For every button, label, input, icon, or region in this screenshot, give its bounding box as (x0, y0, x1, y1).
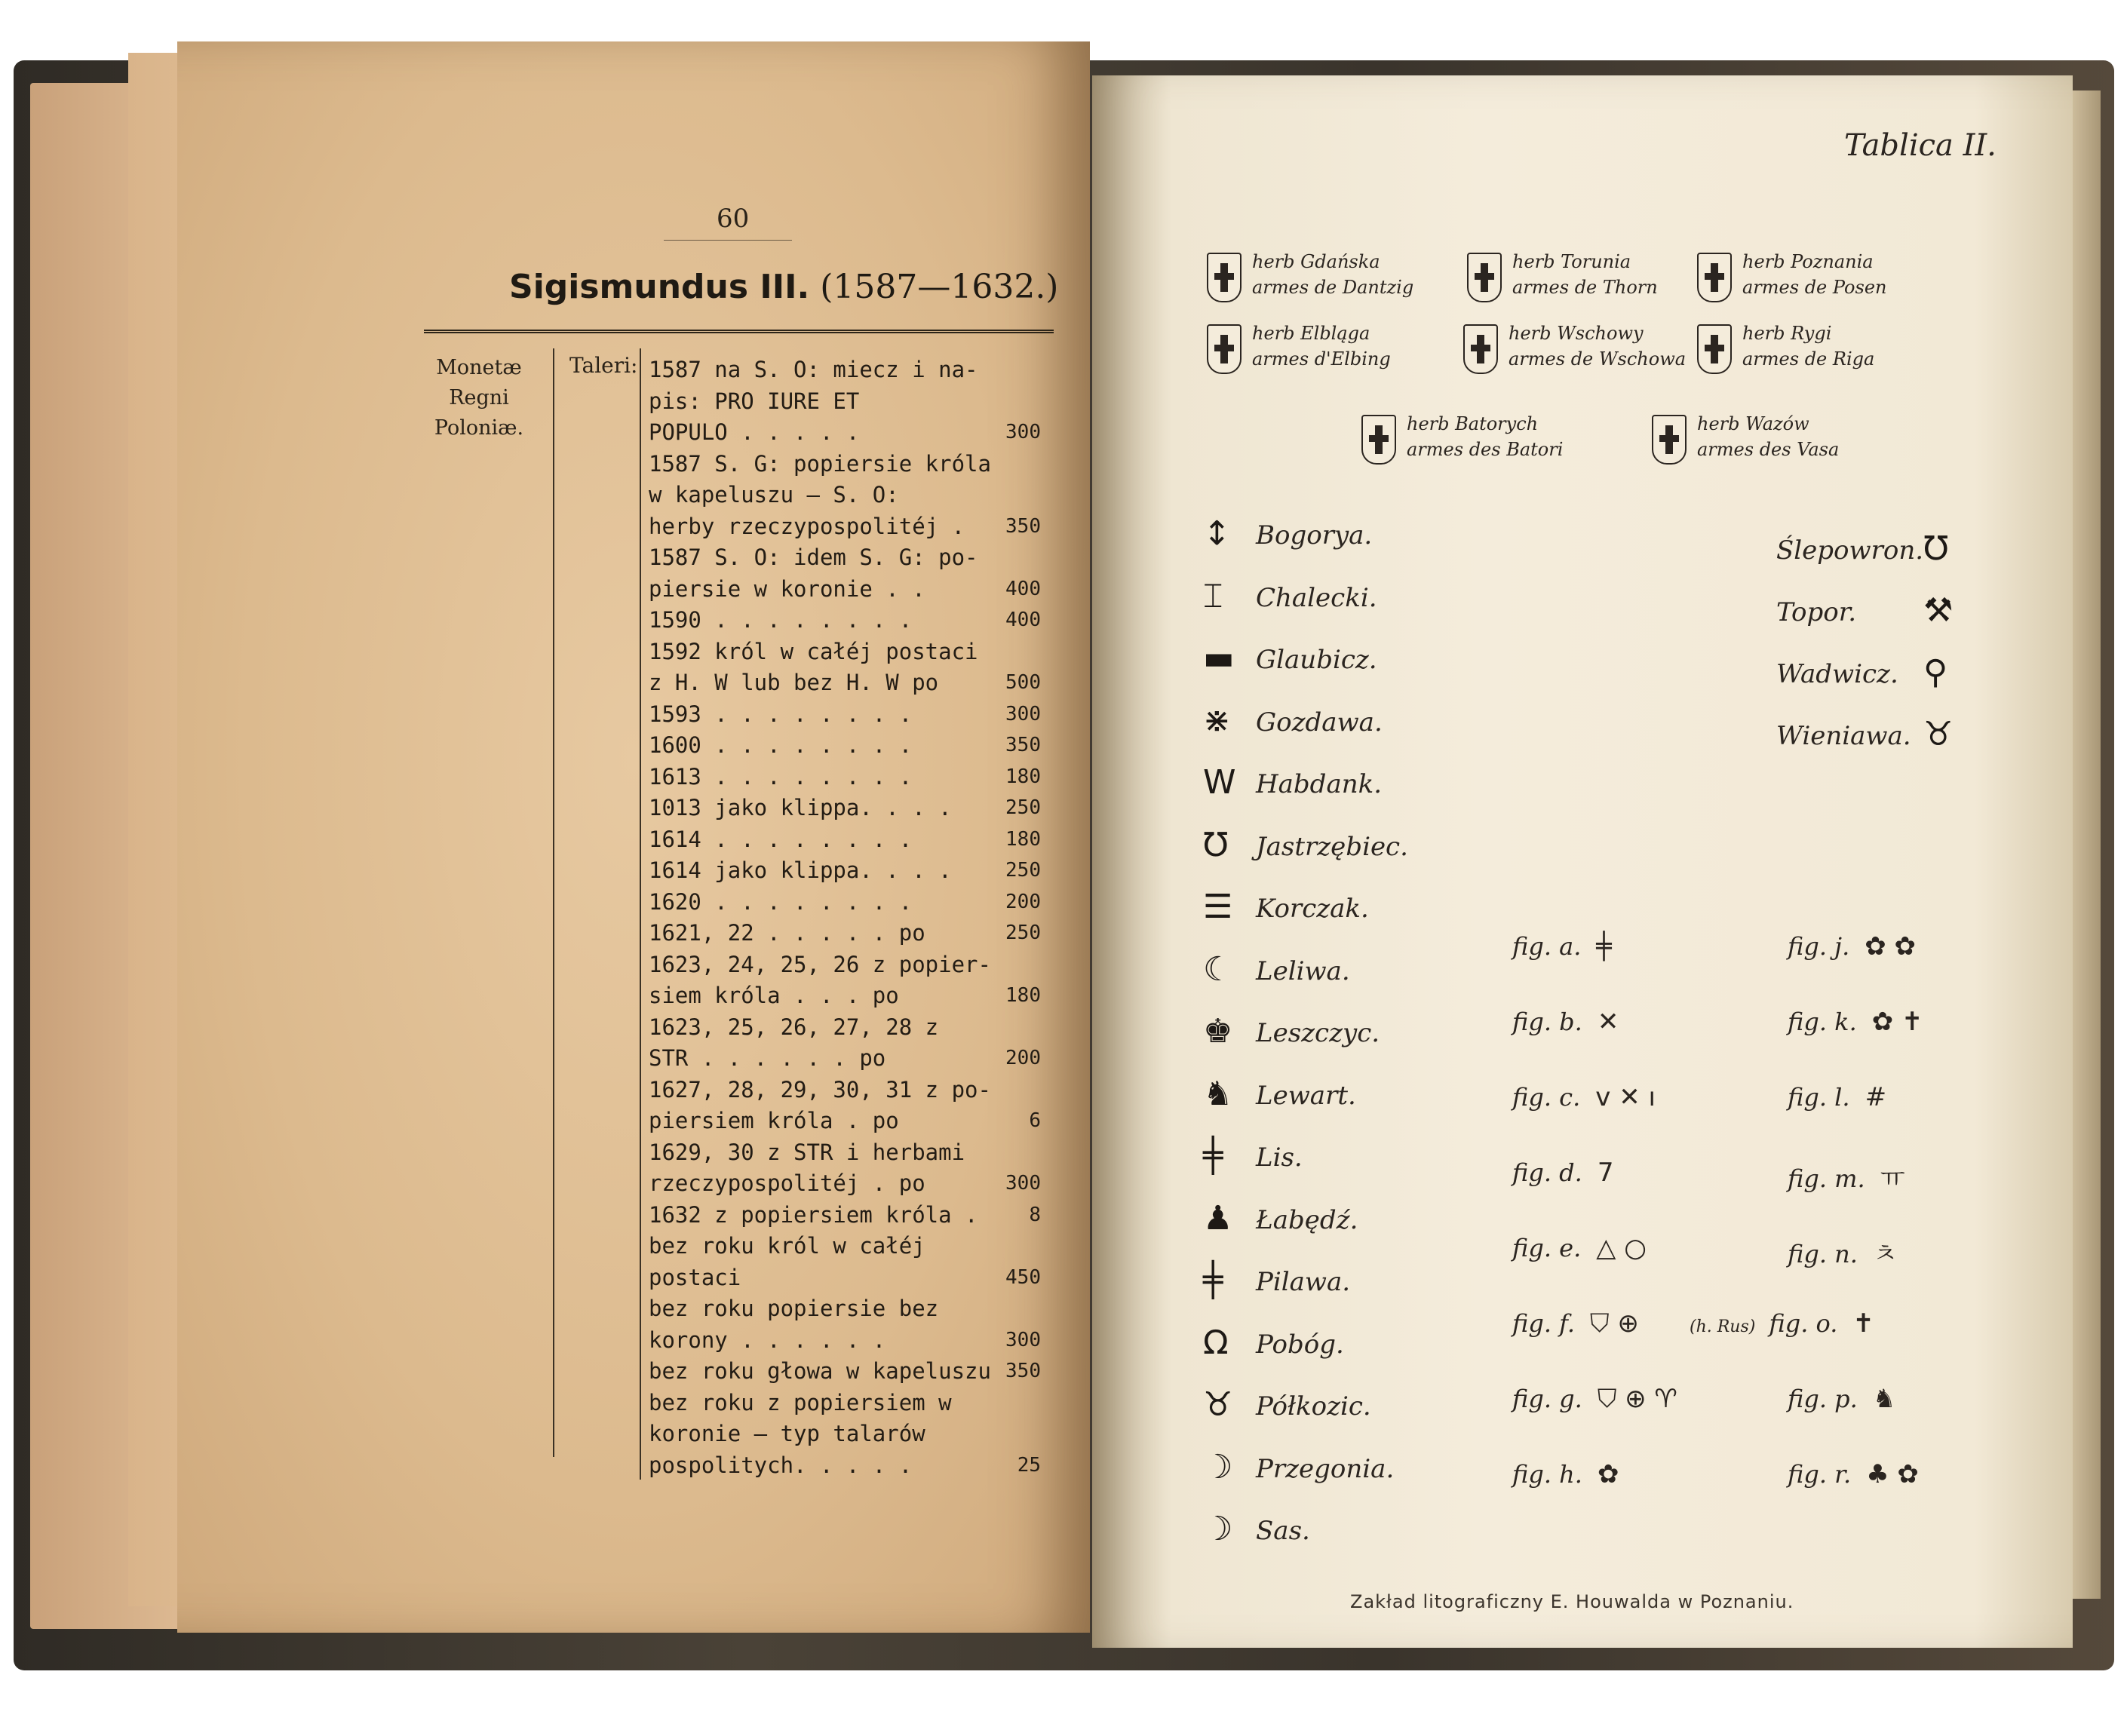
figure-label (1788, 1158, 1905, 1195)
figure-label (1512, 1158, 1613, 1188)
herb-emblem-icon: ╪ (1203, 1261, 1223, 1299)
plate-title: Tablica II. (1844, 128, 1997, 163)
coat-of-arms-shield-icon (1467, 253, 1502, 302)
herb-name: Korczak. (1256, 894, 1369, 924)
title-years: (1587—1632.) (820, 268, 1059, 306)
figure-prefix: (h. Rus) (1690, 1317, 1756, 1336)
price-entry (649, 1075, 1041, 1137)
entry-text: 1593 . . . . . . . . (649, 701, 913, 727)
coat-of-arms-shield-icon (1463, 324, 1498, 374)
figure-label (1788, 1384, 1895, 1414)
price-entry (649, 699, 1041, 731)
figure-symbol-icon: ✕ (1597, 1007, 1619, 1037)
figure-label (1512, 1007, 1619, 1037)
herb-emblem-icon: ☰ (1203, 888, 1233, 926)
coat-of-arms-shield-icon (1697, 324, 1732, 374)
figure-symbol-icon: ㅠ (1880, 1164, 1905, 1194)
figure-label (1788, 1082, 1886, 1112)
figure-text: fig. g. (1512, 1385, 1582, 1413)
herb-name: Lis. (1256, 1143, 1303, 1173)
arms-caption (1509, 321, 1686, 372)
figure-text: fig. j. (1788, 932, 1850, 961)
entry-text: 1614 . . . . . . . . (649, 826, 913, 852)
title-main: Sigismundus III. (509, 268, 810, 306)
arms-line1: herb Rygi (1742, 323, 1832, 344)
page-stack-right (2070, 90, 2101, 1599)
herb-name: Wadwicz. (1776, 659, 1898, 689)
figure-text: fig. d. (1512, 1158, 1582, 1187)
entry-price: 8 (1029, 1203, 1041, 1226)
entry-text: 1623, 24, 25, 26 z popier- siem króla . . . po (649, 951, 991, 1008)
price-entry (649, 824, 1041, 856)
herb-name: Pilawa. (1256, 1267, 1351, 1297)
price-entry (649, 730, 1041, 762)
figure-label (1788, 1233, 1898, 1270)
entry-price: 350 (1005, 1360, 1041, 1382)
arms-line2: armes des Batori (1407, 439, 1564, 460)
figure-symbol-icon: ✿ ✝ (1871, 1007, 1923, 1037)
herb-name: Jastrzębiec. (1256, 831, 1408, 862)
figure-label (1512, 1308, 1639, 1339)
arms-caption (1512, 249, 1658, 300)
figure-symbol-icon: v ✕ ı (1595, 1082, 1656, 1112)
herb-name: Lewart. (1256, 1080, 1356, 1111)
entry-price: 300 (1005, 1328, 1041, 1351)
herb-name: Gozdawa. (1256, 707, 1383, 738)
arms-caption (1252, 249, 1413, 300)
figure-text: fig. m. (1788, 1164, 1865, 1193)
herb-emblem-icon: ℧ (1923, 529, 1949, 568)
figure-label (1788, 1007, 1923, 1037)
figure-text: fig. a. (1512, 932, 1582, 961)
entry-text: 1587 S. O: idem S. G: po- piersie w koronie . . (649, 544, 978, 602)
figure-text: fig. o. (1769, 1309, 1838, 1338)
price-entry (649, 1293, 1041, 1356)
herb-name: Pobóg. (1256, 1329, 1344, 1360)
figure-symbol-icon: ✝ (1852, 1308, 1874, 1339)
arms-line1: herb Elbląga (1252, 323, 1370, 344)
arms-caption (1252, 321, 1391, 372)
figure-label (1512, 1233, 1647, 1263)
entry-price: 250 (1005, 859, 1041, 882)
arms-line2: armes de Riga (1742, 348, 1875, 370)
arms-line1: herb Torunia (1512, 251, 1631, 272)
entry-price: 300 (1005, 702, 1041, 725)
herb-name: Glaubicz. (1256, 645, 1377, 675)
herb-emblem-icon: ⚲ (1923, 653, 1948, 692)
price-entry (649, 1012, 1041, 1075)
price-entry (649, 918, 1041, 949)
arms-line2: armes de Posen (1742, 277, 1887, 298)
entry-price: 300 (1005, 421, 1041, 443)
figure-text: fig. c. (1512, 1083, 1581, 1112)
figure-symbol-icon: ⛉ ⊕ (1590, 1308, 1639, 1339)
figure-symbol-icon: ✿ (1597, 1459, 1619, 1489)
price-entry (649, 542, 1041, 605)
price-entry (649, 949, 1041, 1012)
figure-label (1788, 1459, 1919, 1489)
arms-line2: armes de Thorn (1512, 277, 1658, 298)
column-divider-1 (553, 348, 554, 1457)
figure-text: fig. p. (1788, 1385, 1858, 1413)
entry-text: 1590 . . . . . . . . (649, 607, 913, 633)
arms-line2: armes de Wschowa (1509, 348, 1687, 370)
arms-line2: armes de Dantzig (1252, 277, 1414, 298)
herb-emblem-icon: ♞ (1203, 1074, 1233, 1113)
price-entry (649, 887, 1041, 919)
figure-label (1512, 1082, 1656, 1112)
herb-emblem-icon: ☽ (1203, 1447, 1233, 1486)
page-number-rule (664, 240, 792, 241)
price-entry (649, 793, 1041, 824)
entry-price: 180 (1005, 765, 1041, 788)
herb-name: Bogorya. (1256, 520, 1373, 551)
herb-emblem-icon: ↕ (1203, 514, 1231, 553)
table-header-rule (424, 330, 1054, 333)
price-entry (649, 855, 1041, 887)
coat-of-arms-shield-icon (1697, 253, 1732, 302)
entry-text: 1621, 22 . . . . . po (649, 920, 925, 946)
entry-text: 1629, 30 z STR i herbami rzeczypospolitéj . po (649, 1139, 965, 1196)
category-label: Monetæ Regni Poloniæ. (434, 356, 524, 440)
price-entry (649, 762, 1041, 793)
figure-label (1788, 931, 1916, 962)
herb-emblem-icon: ♉ (1923, 715, 1954, 753)
figure-text: fig. e. (1512, 1234, 1582, 1262)
figure-symbol-icon: 7 (1597, 1158, 1614, 1188)
herb-emblem-icon: ♚ (1203, 1012, 1233, 1050)
herb-emblem-icon: Ω (1203, 1323, 1229, 1362)
arms-line1: herb Poznania (1742, 251, 1874, 272)
entry-price: 6 (1029, 1109, 1041, 1132)
coat-of-arms-shield-icon (1207, 253, 1242, 302)
price-entry (649, 636, 1041, 699)
arms-line1: herb Batorych (1407, 413, 1539, 434)
arms-caption (1742, 321, 1874, 372)
herb-name: Wieniawa. (1776, 721, 1911, 751)
price-entry (649, 605, 1041, 636)
entry-price: 200 (1005, 890, 1041, 913)
entry-text: 1623, 25, 26, 27, 28 z STR . . . . . . po (649, 1014, 939, 1071)
entry-text: 1592 król w całéj postaci z H. W lub bez H. W po (649, 638, 978, 695)
herb-emblem-icon: W (1203, 763, 1236, 802)
printer-footer: Zakład litograficzny E. Houwalda w Poznaniu. (1350, 1591, 1794, 1612)
entry-text: 1600 . . . . . . . . (649, 732, 913, 758)
arms-caption (1742, 249, 1886, 300)
entry-price: 350 (1005, 514, 1041, 538)
column-divider-2 (640, 348, 641, 1480)
price-entry (649, 1356, 1041, 1388)
herb-emblem-icon: ╪ (1203, 1136, 1223, 1175)
herb-emblem-icon: ♟ (1203, 1198, 1233, 1238)
entry-text: bez roku głowa w kapeluszu (649, 1358, 991, 1384)
figure-symbol-icon: ✿ ✿ (1865, 931, 1917, 962)
entry-price: 350 (1005, 734, 1041, 756)
herb-emblem-icon: ℧ (1203, 825, 1229, 864)
entry-price: 400 (1005, 609, 1041, 631)
entry-text: 1587 na S. O: miecz i na- pis: PRO IURE ET POPULO . . . . . (649, 357, 978, 445)
figure-text: fig. b. (1512, 1008, 1582, 1036)
herb-name: Leliwa. (1256, 955, 1350, 986)
figure-label (1512, 1384, 1677, 1414)
arms-line1: herb Gdańska (1252, 251, 1380, 272)
entry-price: 400 (1005, 577, 1041, 600)
herb-name: Sas. (1256, 1516, 1310, 1546)
price-entry (649, 354, 1041, 449)
herb-emblem-icon: ☽ (1203, 1510, 1233, 1548)
herb-emblem-icon: ⌶ (1203, 576, 1223, 615)
price-entry (649, 1231, 1041, 1293)
entry-price: 180 (1005, 827, 1041, 851)
entry-text: bez roku z popiersiem w koronie — typ talarów pospolitych. . . . . (649, 1389, 952, 1478)
subcategory-label: Taleri: (569, 353, 638, 378)
figure-symbol-icon: ⛉ ⊕ ♈ (1597, 1384, 1677, 1414)
entry-price: 300 (1005, 1172, 1041, 1195)
coat-of-arms-shield-icon (1652, 415, 1687, 465)
herb-name: Półkozic. (1256, 1391, 1371, 1422)
figure-symbol-icon: ╪ (1596, 931, 1612, 962)
arms-line1: herb Wazów (1697, 413, 1809, 434)
herb-emblem-icon: ▬ (1203, 639, 1235, 677)
figure-symbol-icon: ♣ ✿ (1866, 1459, 1919, 1489)
price-entry (649, 449, 1041, 543)
coat-of-arms-shield-icon (1361, 415, 1396, 465)
herb-emblem-icon: ⋇ (1203, 701, 1231, 740)
herb-name: Łabędź. (1256, 1204, 1358, 1235)
figure-symbol-icon: ♞ (1872, 1384, 1896, 1414)
herb-name: Ślepowron. (1776, 535, 1924, 566)
entry-text: bez roku popiersie bez korony . . . . . . (649, 1296, 939, 1353)
entry-price: 500 (1005, 671, 1041, 694)
figure-text: fig. f. (1512, 1309, 1576, 1338)
entry-price: 250 (1005, 922, 1041, 944)
figure-label (1512, 1459, 1619, 1489)
entry-text: 1614 jako klippa. . . . (649, 857, 952, 883)
arms-line1: herb Wschowy (1509, 323, 1644, 344)
herb-emblem-icon: ⚒ (1923, 591, 1954, 630)
price-entry (649, 1137, 1041, 1200)
entry-price: 180 (1005, 984, 1041, 1007)
figure-text: fig. k. (1788, 1008, 1857, 1036)
entry-text: 1632 z popiersiem króla . (649, 1201, 978, 1228)
herb-emblem-icon: ☾ (1203, 949, 1233, 989)
page-title (509, 268, 1058, 306)
herb-emblem-icon: ♉ (1203, 1385, 1233, 1424)
figure-symbol-icon: # (1865, 1082, 1887, 1112)
herb-name: Topor. (1776, 597, 1857, 627)
entry-price: 450 (1005, 1265, 1041, 1289)
entry-text: 1013 jako klippa. . . . (649, 795, 952, 820)
figure-label (1690, 1308, 1874, 1339)
figure-text: fig. n. (1788, 1240, 1858, 1268)
herb-name: Habdank. (1256, 769, 1383, 799)
coat-of-arms-shield-icon (1207, 324, 1242, 374)
price-entry (649, 1388, 1041, 1482)
figure-symbol-icon: △ ○ (1596, 1233, 1647, 1263)
entry-text: 1613 . . . . . . . . (649, 763, 913, 790)
arms-caption (1407, 411, 1563, 462)
figure-text: fig. h. (1512, 1460, 1582, 1489)
entry-text: 1627, 28, 29, 30, 31 z po- piersiem króla . po (649, 1076, 991, 1133)
page-number: 60 (717, 204, 750, 234)
entry-price: 25 (1017, 1453, 1041, 1477)
coin-price-list (649, 354, 1041, 1481)
herb-name: Przegonia. (1256, 1453, 1395, 1484)
price-entry (649, 1200, 1041, 1231)
entry-price: 250 (1005, 796, 1041, 819)
arms-line2: armes des Vasa (1697, 439, 1840, 460)
entry-text: 1620 . . . . . . . . (649, 888, 913, 915)
herb-name: Chalecki. (1256, 582, 1377, 613)
figure-label (1512, 931, 1612, 962)
entry-text: 1587 S. G: popiersie króla w kapeluszu — S. O: herby rzeczypospolitéj . (649, 450, 991, 539)
herb-name: Leszczyc. (1256, 1018, 1380, 1048)
figure-symbol-icon: ㅊ (1872, 1239, 1898, 1269)
entry-price: 200 (1005, 1047, 1041, 1069)
figure-text: fig. l. (1788, 1083, 1850, 1112)
figure-text: fig. r. (1788, 1460, 1852, 1489)
entry-text: bez roku król w całéj postaci (649, 1233, 925, 1290)
arms-line2: armes d'Elbing (1252, 348, 1391, 370)
arms-caption (1697, 411, 1839, 462)
